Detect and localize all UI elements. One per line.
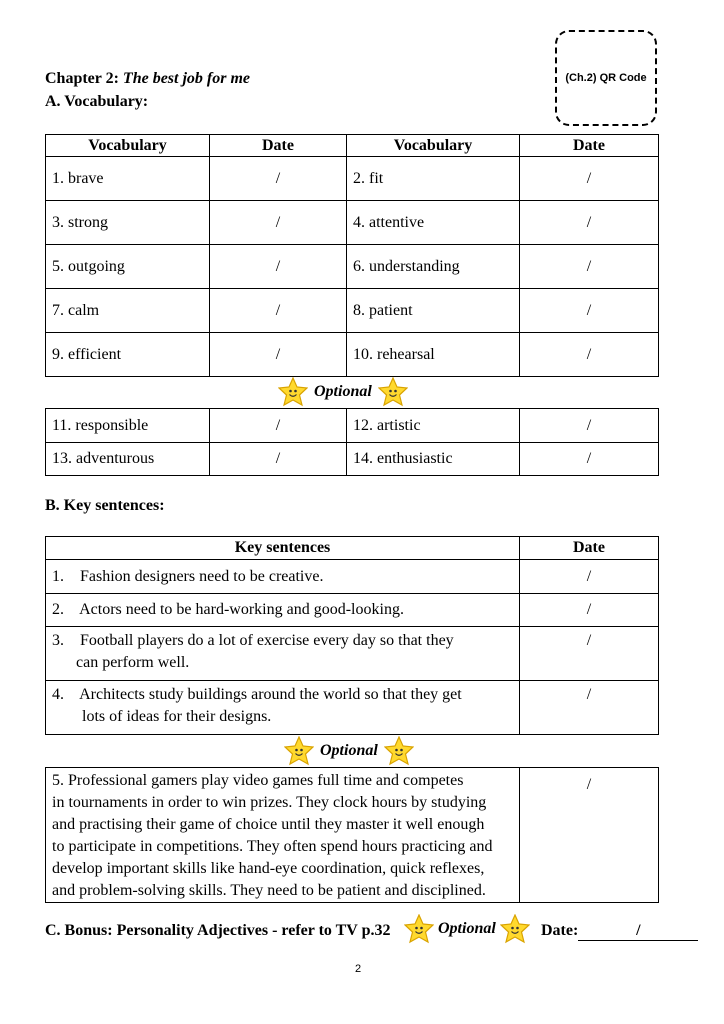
table-row: [46, 157, 659, 201]
column-header: Date: [210, 135, 347, 157]
section-a-title: A. Vocabulary:: [45, 93, 149, 110]
column-header: Vocabulary: [46, 135, 210, 157]
vocab-word: 6. understanding: [347, 245, 520, 289]
chapter-heading: [45, 70, 250, 88]
table-row: [46, 201, 659, 245]
date-cell[interactable]: /: [520, 594, 659, 627]
sentence-number: 4.: [52, 686, 64, 703]
qr-code-placeholder: [555, 30, 657, 126]
sentence-number: 1.: [52, 567, 64, 585]
vocab-word: 14. enthusiastic: [347, 443, 520, 476]
date-cell[interactable]: /: [210, 443, 347, 476]
key-sentence: [46, 768, 520, 903]
page-number: 2: [355, 963, 362, 975]
table-row: [46, 627, 659, 681]
section-c-title: C. Bonus: Personality Adjectives - refer to TV p.32: [45, 922, 391, 939]
sentence-text-continued: lots of ideas for their designs.: [82, 708, 272, 725]
sentence-text: Fashion designers need to be creative.: [80, 567, 324, 585]
vocab-word: 1. brave: [46, 157, 210, 201]
date-cell[interactable]: /: [210, 201, 347, 245]
date-cell[interactable]: /: [520, 157, 659, 201]
table-row: [46, 245, 659, 289]
vocab-word: 5. outgoing: [46, 245, 210, 289]
vocab-word: 8. patient: [347, 289, 520, 333]
optional-text: Optional: [438, 920, 496, 937]
table-header-row: [46, 537, 659, 560]
key-sentence: [46, 627, 520, 681]
star-icon: [378, 377, 408, 407]
vocab-word: 10. rehearsal: [347, 333, 520, 377]
optional-label: [278, 377, 408, 407]
date-input-line[interactable]: /: [578, 922, 698, 941]
table-row: [46, 289, 659, 333]
date-cell[interactable]: /: [210, 409, 347, 443]
star-icon: [278, 377, 308, 407]
vocab-word: 7. calm: [46, 289, 210, 333]
section-b-title: B. Key sentences:: [45, 497, 165, 514]
date-cell[interactable]: /: [520, 627, 659, 681]
sentence-text-continued: can perform well.: [76, 654, 190, 671]
star-icon: [404, 914, 434, 944]
optional-text: Optional: [320, 742, 378, 759]
date-cell[interactable]: /: [520, 245, 659, 289]
table-row: [46, 560, 659, 594]
date-cell[interactable]: /: [520, 560, 659, 594]
date-cell[interactable]: /: [520, 768, 659, 903]
key-sentence: [46, 594, 520, 627]
date-cell[interactable]: /: [210, 289, 347, 333]
chapter-prefix: Chapter 2:: [45, 70, 119, 87]
sentence-line: to participate in competitions. They often spend hours practicing and: [52, 838, 493, 855]
date-label: Date:: [541, 922, 579, 939]
date-cell[interactable]: /: [210, 245, 347, 289]
key-sentences-table: [45, 536, 659, 735]
sentence-text: Actors need to be hard-working and good-looking.: [79, 601, 404, 618]
date-cell[interactable]: /: [210, 333, 347, 377]
column-header: Date: [520, 135, 659, 157]
sentence-line: and practising their game of choice until they master it well enough: [52, 816, 485, 833]
vocab-word: 12. artistic: [347, 409, 520, 443]
chapter-title: The best job for me: [122, 70, 251, 87]
vocab-word: 9. efficient: [46, 333, 210, 377]
date-cell[interactable]: /: [520, 443, 659, 476]
table-row: [46, 768, 659, 903]
vocab-word: 2. fit: [347, 157, 520, 201]
optional-label: [284, 736, 414, 766]
sentence-line: 5. Professional gamers play video games full time and competes: [52, 772, 464, 789]
date-cell[interactable]: /: [520, 289, 659, 333]
sentence-line: and problem-solving skills. They need to be patient and disciplined.: [52, 882, 486, 899]
date-cell[interactable]: /: [520, 681, 659, 735]
vocab-word: 11. responsible: [46, 409, 210, 443]
table-row: [46, 594, 659, 627]
key-sentence: [46, 681, 520, 735]
date-cell[interactable]: /: [520, 201, 659, 245]
date-cell[interactable]: /: [210, 157, 347, 201]
column-header: Vocabulary: [347, 135, 520, 157]
bonus-date-field: [541, 922, 698, 941]
vocab-word: 3. strong: [46, 201, 210, 245]
sentence-text: Architects study buildings around the world so that they get: [79, 686, 462, 703]
table-row: [46, 409, 659, 443]
sentence-number: 2.: [52, 601, 64, 618]
qr-code-label: (Ch.2) QR Code: [565, 72, 647, 84]
column-header: Date: [520, 537, 659, 560]
date-cell[interactable]: /: [520, 409, 659, 443]
table-header-row: [46, 135, 659, 157]
table-row: [46, 333, 659, 377]
sentence-text: Football players do a lot of exercise every day so that they: [80, 632, 454, 649]
optional-text: Optional: [314, 383, 372, 400]
vocab-word: 4. attentive: [347, 201, 520, 245]
optional-vocabulary-table: [45, 408, 659, 476]
vocab-word: 13. adventurous: [46, 443, 210, 476]
date-cell[interactable]: /: [520, 333, 659, 377]
key-sentence: [46, 560, 520, 594]
table-row: [46, 443, 659, 476]
star-icon: [284, 736, 314, 766]
table-row: [46, 681, 659, 735]
star-icon: [384, 736, 414, 766]
sentence-line: develop important skills like hand-eye coordination, quick reflexes,: [52, 860, 485, 877]
sentence-line: in tournaments in order to win prizes. They clock hours by studying: [52, 794, 487, 811]
optional-key-sentence-table: [45, 767, 659, 903]
column-header: Key sentences: [46, 537, 520, 560]
sentence-number: 3.: [52, 632, 64, 649]
star-icon: [500, 914, 530, 944]
optional-label: [404, 914, 530, 944]
vocabulary-table: [45, 134, 659, 377]
